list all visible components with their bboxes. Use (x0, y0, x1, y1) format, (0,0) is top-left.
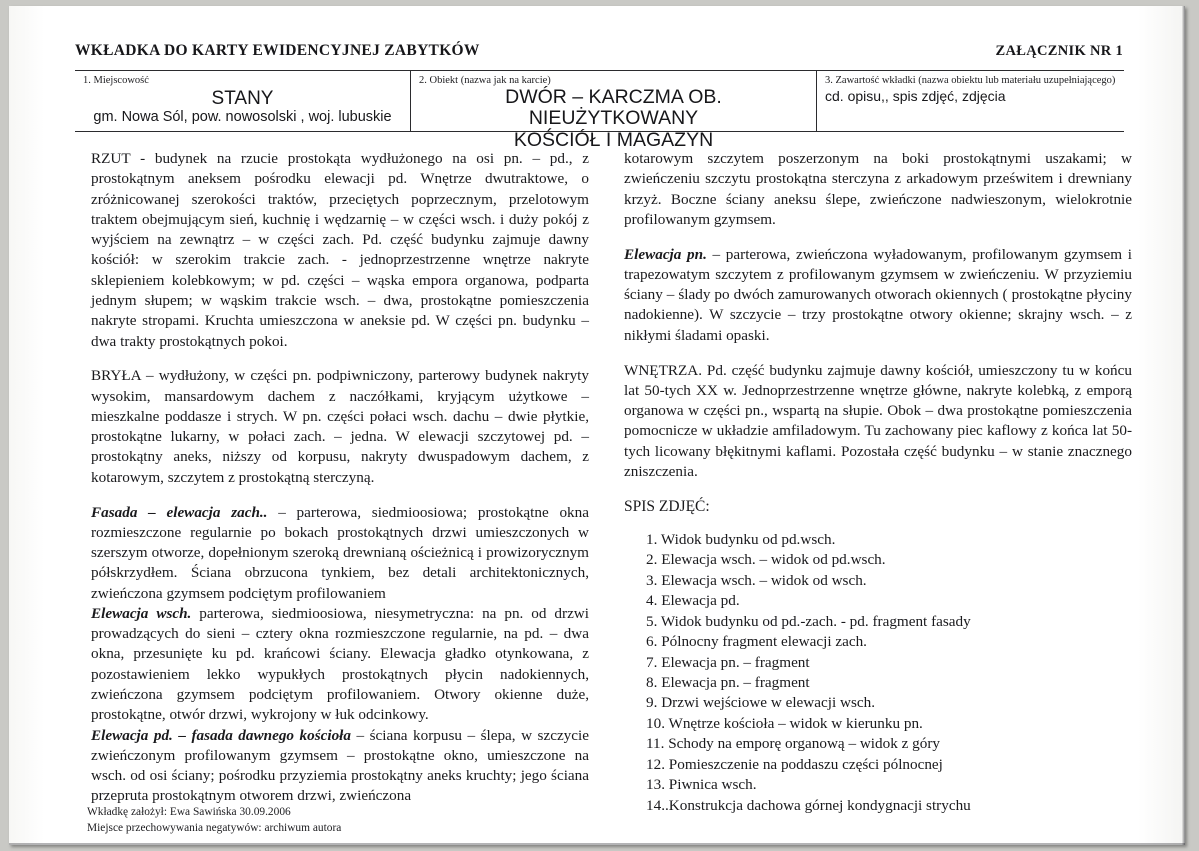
cell-label-object: 2. Obiekt (nazwa jak na karcie) (419, 75, 551, 86)
list-item: 11. Schody na emporę organową – widok z góry (646, 735, 940, 753)
list-item: 1. Widok budynku od pd.wsch. (646, 530, 836, 548)
cell-label-contents: 3. Zawartość wkładki (nazwa obiektu lub materiału uzupełniającego) (825, 75, 1116, 86)
document-page (9, 6, 1185, 845)
page-edge-bottom (9, 843, 1185, 845)
elewacja-pd-body: – ściana korpusu – ślepa, w szczycie zwieńczonym profilowanym gzymsem – prostokątne okno, umieszczone na wsch. od osi ściany; pośrodku przyziemia prostokątny aneks kruchty; jego ściana przepruta prostokątnym otworem drzwi, zwieńczona (91, 726, 589, 805)
list-item: 7. Elewacja pn. – fragment (646, 653, 810, 671)
elewacja-wsch-body: parterowa, siedmioosiowa, niesymetryczna: na pn. od drzwi prowadzących do sieni – cztery okna rozmieszczone regularnie, na pd. – dwa okna, przesunięte ku pd. krańcowi ściany. Elewacja gładko otynkowana, z pozostawieniem lekko wypukłych prostokątnych płycin nadokiennych, zwieńczona gzymsem podciętym profilowaniem. Otwory okienne duże, prostokątne, otwór drzwi, wykrojony w łuk odcinkowy. (91, 604, 589, 724)
photo-list (624, 530, 1132, 816)
list-item: 12. Pomieszczenie na poddaszu części pólnocnej (646, 755, 943, 773)
page-edge-right (1182, 6, 1185, 845)
annex-label: ZAŁĄCZNIK NR 1 (995, 43, 1123, 59)
elewacja-pd-heading: Elewacja pd. (91, 726, 173, 744)
list-item: 8. Elewacja pn. – fragment (646, 673, 810, 691)
page-title: WKŁADKA DO KARTY EWIDENCYJNEJ ZABYTKÓW (75, 42, 480, 59)
footer-archive: Miejsce przechowywania negatywów: archiwum autora (87, 822, 342, 835)
fasada-heading: Fasada – elewacja zach.. (91, 503, 268, 521)
page-surface (9, 6, 1185, 845)
paragraph-rzut: RZUT - budynek na rzucie prostokąta wydłużonego na osi pn. – pd., z prostokątnym aneksem pośrodku elewacji pd. Wnętrze dwutraktowe, o zróżnicowanej szerokości traktów, przeciętych poprzecznym, przelotowym traktem obejmującym sień, kuchnię i wędzarnię – w części wsch. i duży pokój z wyjściem na zewnątrz – w części zach. Pd. część budynku zajmuje dawny kościół: w szerokim trakcie zach. - jednoprzestrzenne wnętrze nakryte sklepieniem kolebkowym; w pd. części – wąska empora organowa, podparta jednym słupem; w wąskim trakcie wsch. – dwa, prostokątne pomieszczenia nakryte stropami. Kruchta umieszczona w aneksie pd. W części pn. budynku – dwa trakty prostokątnych pokoi. (91, 150, 589, 350)
paragraph-wnetrza: WNĘTRZA. Pd. część budynku zajmuje dawny kościół, umieszczony tu w końcu lat 50-tych XX w. Jednoprzestrzenne wnętrze główne, nakryte kolebką, z emporą organowa w części pn., wspartą na słupie. Obok – dwa prostokątne pomieszczenia pomocnicze w układzie amfiladowym. Tu zachowany piec kaflowy z końca lat 50-tych licowany błękitnymi kaflami. Pozostała część budynku – w stanie znacznego zniszczenia. (624, 361, 1132, 480)
list-item: 4. Elewacja pd. (646, 592, 740, 610)
list-item: 5. Widok budynku od pd.-zach. - pd. fragment fasady (646, 612, 971, 630)
list-item: 10. Wnętrze kościoła – widok w kierunku pn. (646, 714, 923, 732)
elewacja-wsch-heading: Elewacja wsch. (91, 604, 192, 622)
elewacja-pn-heading: Elewacja pn. (624, 245, 707, 263)
list-item: 9. Drzwi wejściowe w elewacji wsch. (646, 694, 875, 712)
list-item: 14..Konstrukcja dachowa górnej kondygnacji strychu (646, 796, 971, 814)
identification-table (75, 70, 1124, 152)
paragraph-elewacja-wsch (91, 604, 589, 726)
left-text-column (91, 149, 589, 807)
list-item: 13. Piwnica wsch. (646, 776, 757, 794)
photo-list-title: SPIS ZDJĘĆ: (624, 498, 710, 516)
paragraph-elewacja-pn (624, 245, 1132, 346)
contents-value: cd. opisu,, spis zdjęć, zdjęcia (825, 87, 1006, 104)
locality-name: STANY (211, 87, 274, 109)
elewacja-pd-subheading: – fasada dawnego kościoła (172, 726, 351, 744)
document-header (75, 42, 1123, 60)
paragraph-fasada (91, 503, 589, 604)
right-text-column (624, 149, 1132, 816)
table-cell-object (411, 71, 817, 152)
fasada-body: – parterowa, siedmioosiowa; prostokątne okna rozmieszczone regularnie po bokach prostokątnych drzwi umieszczonych w szerszym otworze, dopełnionym szeroką drewnianą ościeżnicą i prowizorycznym półskrzydłem. Ściana obrzucona tynkiem, bez detali architektonicznych, zwieńczona gzymsem podciętym profilowaniem (91, 503, 589, 602)
object-name-line2: KOŚCIÓŁ I MAGAZYN (513, 129, 714, 152)
object-name-line1: DWÓR – KARCZMA OB. NIEUŻYTKOWANY (505, 85, 722, 130)
document-footer (87, 804, 341, 836)
paragraph-continuation: kotarowym szczytem poszerzonym na boki prostokątnymi uszakami; w zwieńczeniu szczytu prostokątna sterczyna z arkadowym prześwitem i drewniany krzyż. Boczne ściany aneksu ślepe, zwieńczone nadwieszonym, wielokrotnie profilowanym gzymsem. (624, 150, 1132, 228)
paragraph-elewacja-pd (91, 726, 589, 807)
elewacja-pn-body: – parterowa, zwieńczona wyładowanym, profilowanym gzymsem i trapezowatym szczytem z profilowanym gzymsem w zwieńczeniu. W przyziemiu ściany – ślady po dwóch zamurowanych otworach okiennych ( prostokątne płyciny nadokienne). W szczycie – trzy prostokątne otwory okienne; skrajny wsch. – z nikłymi śladami opaski. (624, 245, 1132, 344)
footer-author: Wkładkę założył: Ewa Sawińska 30.09.2006 (87, 806, 291, 818)
locality-admin: gm. Nowa Sól, pow. nowosolski , woj. lubuskie (93, 108, 392, 125)
cell-label-locality: 1. Miejscowość (83, 75, 149, 86)
table-cell-locality (75, 71, 411, 131)
list-item: 6. Pólnocny fragment elewacji zach. (646, 633, 867, 651)
list-item: 3. Elewacja wsch. – widok od wsch. (646, 571, 867, 589)
table-cell-contents (817, 71, 1124, 131)
list-item: 2. Elewacja wsch. – widok od pd.wsch. (646, 551, 886, 569)
paragraph-bryla: BRYŁA – wydłużony, w części pn. podpiwniczony, parterowy budynek nakryty wysokim, mansardowym dachem z naczółkami, kryjącym użytkowe – mieszkalne poddasze i strych. W pn. części połaci wsch. dachu – dwie płytkie, prostokątne lukarny, w połaci zach. – jedna. W elewacji szczytowej pd. – prostokątny aneks, niższy od korpusu, nakryty dwuspadowym dachem, z kotarowym, szczytem z prostokątną sterczyną. (91, 367, 589, 486)
